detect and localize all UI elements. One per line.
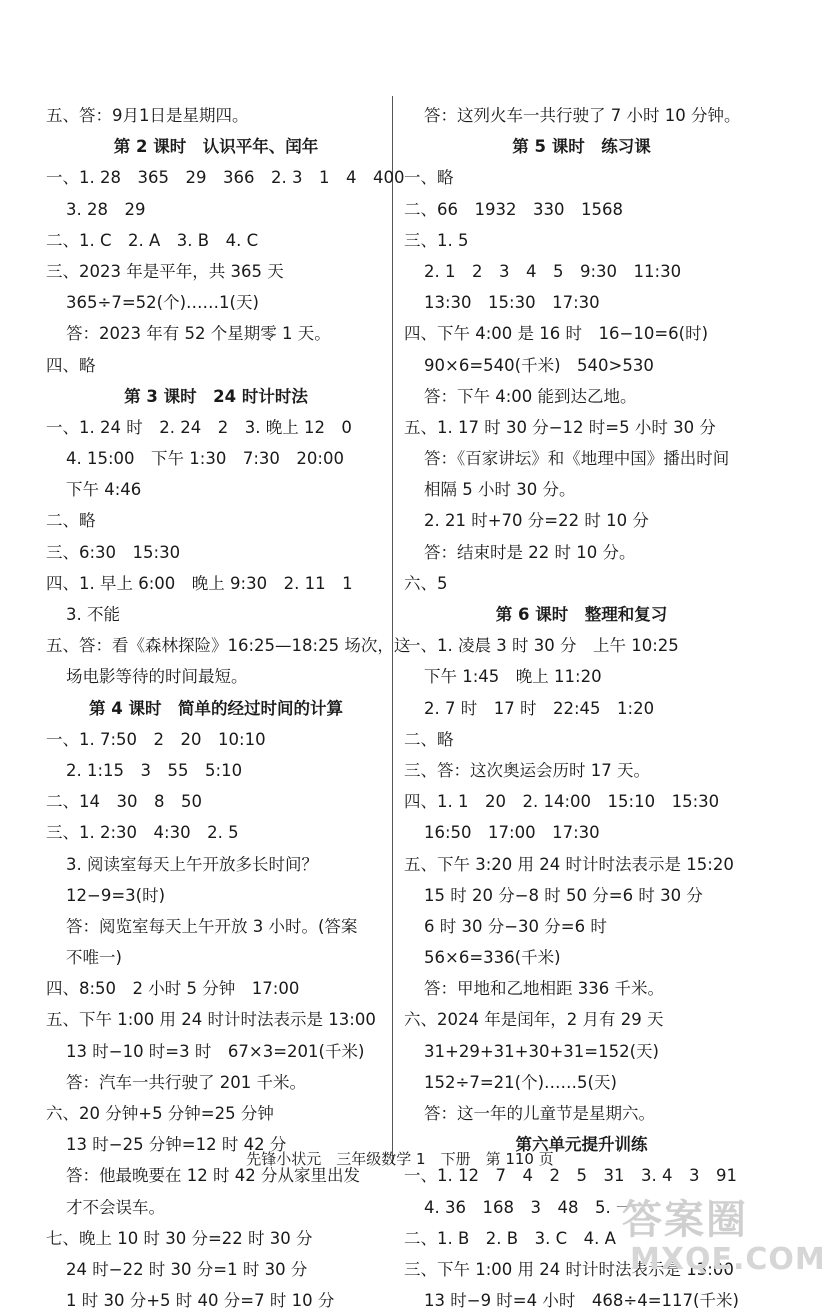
answer-line: 13 时−9 时=4 小时 468÷4=117(千米) (424, 1291, 739, 1311)
column-divider (392, 96, 393, 1164)
answer-line: 3. 28 29 (66, 199, 146, 219)
answer-line: 二、1. B 2. B 3. C 4. A (404, 1228, 616, 1248)
answer-line: 答：他最晚要在 12 时 42 分从家里出发 (66, 1166, 360, 1186)
answer-line: 2. 1 2 3 4 5 9:30 11:30 (424, 261, 682, 281)
section-heading: 第 4 课时 简单的经过时间的计算 (89, 698, 343, 718)
right-column (404, 100, 759, 1316)
answer-line: 四、1. 早上 6:00 晚上 9:30 2. 11 1 (46, 573, 353, 593)
answer-line: 相隔 5 小时 30 分。 (424, 480, 576, 500)
answer-line: 四、1. 1 20 2. 14:00 15:10 15:30 (404, 792, 720, 812)
answer-line: 一、1. 12 7 4 2 5 31 3. 4 3 91 (404, 1166, 737, 1186)
answer-line: 90×6=540(千米) 540>530 (424, 355, 654, 375)
answer-line: 答：这一年的儿童节是星期六。 (424, 1104, 655, 1123)
section-heading: 第六单元提升训练 (515, 1135, 648, 1155)
answer-line: 2. 1:15 3 55 5:10 (66, 760, 243, 780)
answer-line: 三、下午 1:00 用 24 时计时法表示是 13:00 (404, 1259, 734, 1279)
answer-line: 五、答：9月1日是星期四。 (46, 106, 249, 125)
answer-line: 答：甲地和乙地相距 336 千米。 (424, 979, 664, 999)
answer-line: 四、略 (46, 355, 96, 375)
answer-line: 四、下午 4:00 是 16 时 16−10=6(时) (404, 324, 709, 344)
answer-line: 三、答：这次奥运会历时 17 天。 (404, 760, 650, 780)
watermark-url: MXQE.COM (630, 1242, 826, 1277)
page-footer: 先锋小状元 三年级数学 1 下册 第 110 页 (246, 1150, 554, 1168)
answer-line: 2. 21 时+70 分=22 时 10 分 (424, 511, 649, 531)
answer-line: 五、下午 1:00 用 24 时计时法表示是 13:00 (46, 1010, 376, 1030)
answer-line: 一、1. 24 时 2. 24 2 3. 晚上 12 0 (46, 417, 352, 437)
answer-line: 2. 7 时 17 时 22:45 1:20 (424, 698, 655, 718)
answer-line: 答：结束时是 22 时 10 分。 (424, 542, 636, 562)
answer-line: 365÷7=52(个)……1(天) (66, 293, 259, 313)
answer-line: 答：下午 4:00 能到达乙地。 (424, 386, 637, 406)
answer-line: 15 时 20 分−8 时 50 分=6 时 30 分 (424, 885, 703, 905)
answer-line: 一、1. 7:50 2 20 10:10 (46, 729, 266, 749)
section-heading: 第 5 课时 练习课 (512, 137, 651, 157)
answer-line: 四、8:50 2 小时 5 分钟 17:00 (46, 979, 300, 999)
answer-line: 1 时 30 分+5 时 40 分=7 时 10 分 (66, 1291, 335, 1311)
answer-line: 3. 不能 (66, 605, 120, 624)
answer-line: 一、1. 28 365 29 366 2. 3 1 4 400 (46, 168, 405, 188)
answer-line: 三、1. 5 (404, 230, 469, 250)
answer-line: 二、66 1932 330 1568 (404, 199, 623, 219)
answer-line: 31+29+31+30+31=152(天) (424, 1041, 659, 1061)
answer-line: 4. 36 168 3 48 5. 一 (424, 1197, 633, 1217)
answer-line: 才不会误车。 (66, 1197, 165, 1217)
answer-line: 三、1. 2:30 4:30 2. 5 (46, 823, 239, 843)
answer-line: 五、下午 3:20 用 24 时计时法表示是 15:20 (404, 854, 734, 874)
answer-line: 不唯一) (66, 948, 122, 968)
answer-line: 七、晚上 10 时 30 分=22 时 30 分 (46, 1228, 313, 1248)
answer-line: 一、略 (404, 168, 454, 188)
answer-line: 二、14 30 8 50 (46, 792, 202, 812)
section-heading: 第 2 课时 认识平年、闰年 (113, 137, 319, 157)
answer-line: 答：阅览室每天上午开放 3 小时。(答案 (66, 916, 358, 936)
section-heading: 第 6 课时 整理和复习 (495, 605, 668, 624)
answer-line: 答：2023 年有 52 个星期零 1 天。 (66, 324, 331, 344)
watermark-logo-text: 答案圈 (622, 1196, 748, 1243)
answer-line: 答：《百家讲坛》和《地理中国》播出时间 (424, 449, 730, 469)
watermark-logo (600, 1188, 826, 1280)
answer-line: 二、1. C 2. A 3. B 4. C (46, 230, 259, 250)
answer-line: 答：汽车一共行驶了 201 千米。 (66, 1072, 306, 1092)
answer-line: 三、6:30 15:30 (46, 542, 181, 562)
answer-line: 13 时−25 分钟=12 时 42 分 (66, 1135, 287, 1155)
answer-line: 13 时−10 时=3 时 67×3=201(千米) (66, 1041, 365, 1061)
answer-line: 二、略 (46, 511, 96, 531)
answer-line: 下午 4:46 (66, 480, 142, 500)
answer-line: 场电影等待的时间最短。 (66, 667, 248, 687)
answer-line: 五、1. 17 时 30 分−12 时=5 小时 30 分 (404, 417, 716, 437)
answer-line: 三、2023 年是平年，共 365 天 (46, 261, 284, 281)
answer-line: 4. 15:00 下午 1:30 7:30 20:00 (66, 449, 344, 469)
answer-line: 六、20 分钟+5 分钟=25 分钟 (46, 1104, 274, 1123)
answer-line: 16:50 17:00 17:30 (424, 823, 600, 843)
answer-line: 152÷7=21(个)……5(天) (424, 1072, 617, 1092)
answer-line: 六、5 (404, 573, 448, 593)
answer-line: 24 时−22 时 30 分=1 时 30 分 (66, 1259, 308, 1279)
section-heading: 第 3 课时 24 时计时法 (124, 386, 308, 406)
answer-line: 答：这列火车一共行驶了 7 小时 10 分钟。 (424, 106, 741, 125)
answer-line: 6 时 30 分−30 分=6 时 (424, 916, 607, 936)
answer-line: 13:30 15:30 17:30 (424, 293, 600, 313)
answer-line: 12−9=3(时) (66, 885, 166, 905)
answer-line: 二、略 (404, 729, 454, 749)
answer-line: 五、答：看《森林探险》16:25—18:25 场次，这 (46, 636, 411, 656)
answer-line: 六、2024 年是闰年，2 月有 29 天 (404, 1010, 664, 1030)
answer-line: 3. 阅读室每天上午开放多长时间？ (66, 854, 318, 874)
answer-line: 下午 1:45 晚上 11:20 (424, 667, 602, 687)
answer-line: 一、1. 凌晨 3 时 30 分 上午 10:25 (404, 636, 679, 656)
answer-line: 56×6=336(千米) (424, 948, 561, 968)
